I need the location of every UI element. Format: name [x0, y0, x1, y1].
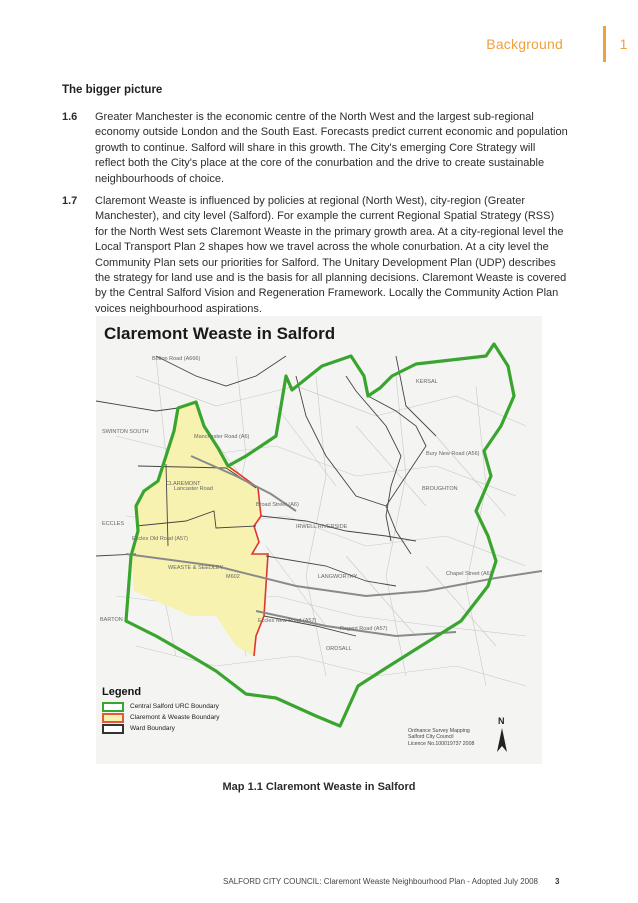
paragraph-text: Greater Manchester is the economic centre of the North West and the largest sub-regional economy outside London and the South East. Forecasts predict current economic and population growth to continue. Salford will share in this growth. The City's emerging Core Strategy will reflect both the City's place at the core of the conurbation and the drive to create sustainable neighbourhoods of choice.	[95, 111, 568, 185]
os-note-line: Salford City Council	[408, 734, 454, 741]
label-ordsall: ORDSALL	[326, 646, 352, 652]
legend-item-claremont-weaste	[102, 712, 272, 723]
label-bolton-road: Bolton Road (A666)	[152, 356, 201, 362]
label-chapel-street: Chapel Street (A6)	[446, 571, 492, 577]
label-irwell-riverside: IRWELL RIVERSIDE	[296, 524, 348, 530]
paragraph-1-7	[62, 194, 568, 317]
label-eccles: ECCLES	[102, 521, 125, 527]
north-arrow	[494, 716, 514, 756]
paragraph-text: Claremont Weaste is influenced by policies at regional (North West), city-region (Greater Manchester), and city level (Salford). For example the current Regional Spatial Strategy (RSS) for the North West sets Claremont Weaste in the primary growth area. At a city-regional level the Local Transport Plan 2 shapes how we travel across the whole conurbation. At a city level the Community Plan sets our priorities for Salford. The Unitary Development Plan (UDP) describes the strategy for land use and is the basis for all planning decisions. Claremont Weaste is covered by the Central Salford Vision and Regeneration Framework. Locally the Community Action Plan voices neighbourhood aspirations.	[95, 195, 567, 315]
legend-item-urc	[102, 701, 272, 712]
label-swinton-south: SWINTON SOUTH	[102, 429, 149, 435]
os-licence-note	[408, 728, 498, 747]
label-langworthy: LANGWORTHY	[318, 574, 358, 580]
footer-text: SALFORD CITY COUNCIL: Claremont Weaste Neighbourhood Plan - Adopted July 2008	[223, 877, 538, 886]
os-note-line: Licence No.100019737 2008	[408, 740, 475, 747]
paragraph-number: 1.6	[62, 111, 78, 123]
claremont-weaste-map	[96, 316, 542, 764]
label-eccles-new-road: Eccles New Road (A57)	[258, 618, 317, 624]
legend-item-ward	[102, 723, 272, 734]
label-claremont: CLAREMONT	[166, 481, 201, 487]
subheading: The bigger picture	[62, 84, 163, 96]
label-bury-new-road: Bury New Road (A56)	[426, 451, 480, 457]
label-eccles-old-road: Eccles Old Road (A57)	[132, 536, 188, 542]
paragraph-number: 1.7	[62, 195, 78, 207]
os-note-line: Ordnance Survey Mapping	[408, 728, 470, 734]
chapter-number: 1	[603, 26, 638, 62]
legend-label: Claremont & Weaste Boundary	[130, 714, 220, 721]
north-letter: N	[498, 716, 505, 726]
legend-label: Central Salford URC Boundary	[130, 703, 219, 710]
label-lancaster-road: Lancaster Road	[174, 486, 213, 492]
legend-swatch-green	[102, 702, 124, 712]
label-barton: BARTON	[100, 617, 123, 623]
legend-label: Ward Boundary	[130, 725, 175, 732]
label-broad-street: Broad Street (A6)	[256, 502, 299, 508]
label-manchester-road: Manchester Road (A6)	[194, 434, 250, 440]
claremont-weaste-area	[131, 402, 268, 656]
paragraph-1-6	[62, 110, 568, 187]
map-caption: Map 1.1 Claremont Weaste in Salford	[222, 781, 416, 793]
label-weaste-seedley: WEASTE & SEEDLEY	[168, 565, 224, 571]
label-regent-road: Regent Road (A57)	[340, 626, 388, 632]
north-arrow-icon	[494, 716, 514, 756]
legend-swatch-black	[102, 724, 124, 734]
map-legend	[102, 686, 272, 734]
label-m602: M602	[226, 574, 240, 580]
map-title: Claremont Weaste in Salford	[104, 324, 336, 343]
section-title: Background	[486, 36, 563, 52]
label-kersal: KERSAL	[416, 379, 438, 385]
legend-swatch-red	[102, 713, 124, 723]
label-broughton: BROUGHTON	[422, 486, 458, 492]
legend-title: Legend	[102, 686, 142, 698]
page-number: 3	[555, 877, 560, 886]
